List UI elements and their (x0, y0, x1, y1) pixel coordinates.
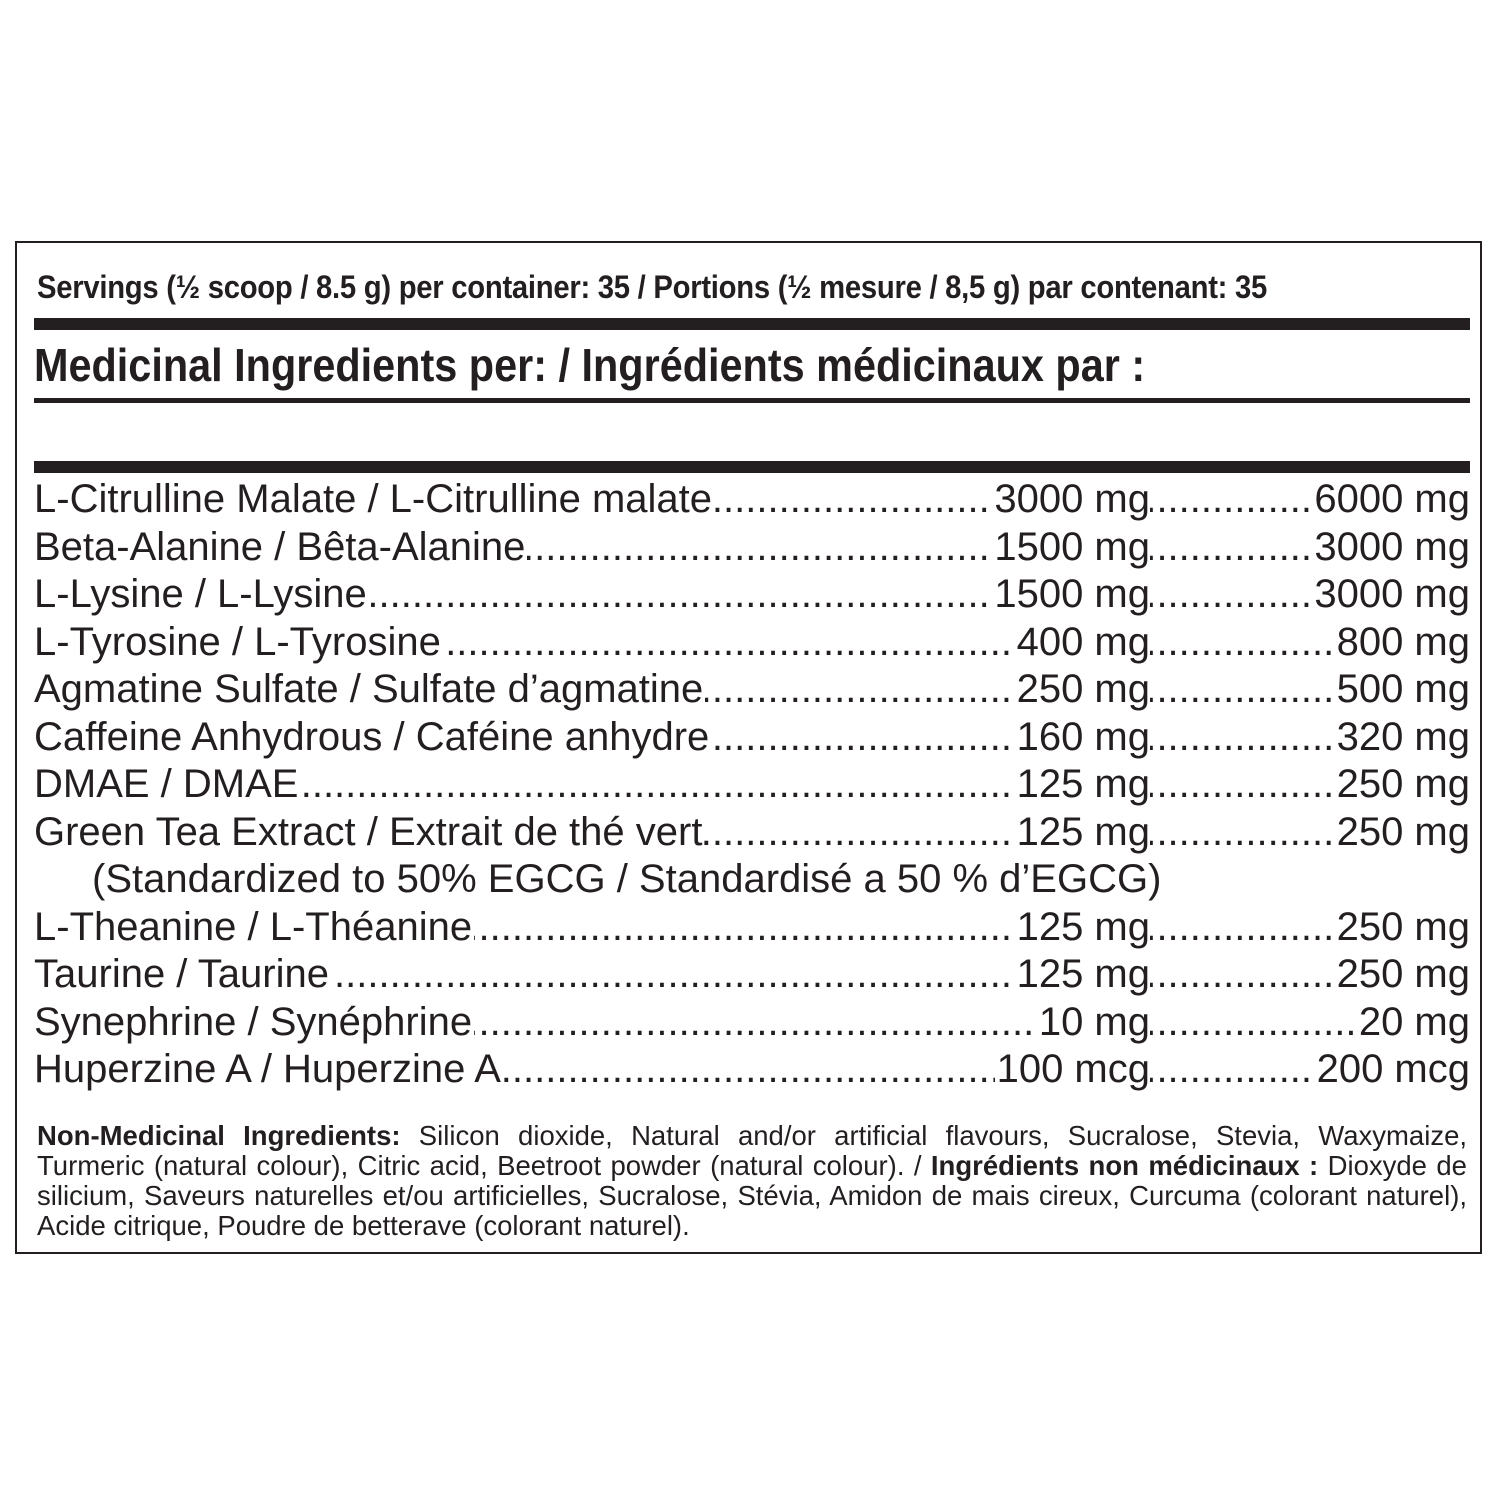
ingredient-name: L-Lysine / L-Lysine (34, 571, 369, 619)
ingredient-amount-half-scoop: 125 mg (1015, 761, 1150, 809)
non-medicinal-label-en: Non-Medicinal Ingredients: (37, 1120, 401, 1151)
ingredient-amount-half-scoop: 3000 mg (992, 476, 1150, 524)
ingredient-amount-full-scoop: 3000 mg (1312, 524, 1470, 572)
ingredient-amount-full-scoop: 500 mg (1335, 666, 1470, 714)
ingredient-amount-full-scoop: 800 mg (1335, 619, 1470, 667)
ingredient-name: L-Tyrosine / L-Tyrosine (34, 619, 443, 667)
ingredient-row (34, 761, 1470, 809)
ingredient-amount-half-scoop: 250 mg (1015, 666, 1150, 714)
ingredient-row (34, 524, 1470, 572)
supplement-facts-panel (15, 241, 1482, 1254)
ingredient-name: Huperzine A / Huperzine A (34, 1046, 503, 1094)
ingredient-amount-full-scoop: 320 mg (1335, 714, 1470, 762)
ingredient-amount-half-scoop: 125 mg (1015, 904, 1150, 952)
ingredient-amount-half-scoop: 125 mg (1015, 951, 1150, 999)
servings-per-container: Servings (½ scoop / 8.5 g) per container: 35 / Portions (½ mesure / 8,5 g) par contenant: 35 (37, 269, 1268, 305)
ingredient-row (34, 809, 1470, 857)
ingredient-amount-full-scoop: 3000 mg (1312, 571, 1470, 619)
ingredient-name: Green Tea Extract / Extrait de thé vert (34, 809, 704, 857)
ingredient-amount-full-scoop: 250 mg (1335, 951, 1470, 999)
non-medicinal-text-en: Silicon dioxide, Natural and/or artificial flavours, Sucralose, Stevia, Waxymaize, Turmeric (natural colour), Citric acid, Beetroot powder (natural colour). / (37, 1120, 1468, 1181)
ingredient-amount-half-scoop: 1500 mg (992, 571, 1150, 619)
thick-divider (34, 461, 1470, 473)
ingredient-amount-half-scoop: 10 mg (1037, 999, 1150, 1047)
ingredient-amount-full-scoop: 6000 mg (1312, 476, 1470, 524)
ingredient-amount-full-scoop: 250 mg (1335, 809, 1470, 857)
medicinal-ingredients-heading: Medicinal Ingredients per: / Ingrédients médicinaux par : (34, 339, 1146, 391)
ingredient-name: Beta-Alanine / Bêta-Alanine (34, 524, 527, 572)
ingredient-name: Agmatine Sulfate / Sulfate d’agmatine (34, 666, 705, 714)
ingredient-name: Caffeine Anhydrous / Caféine anhydre (34, 714, 711, 762)
ingredient-amount-full-scoop: 250 mg (1335, 761, 1470, 809)
thick-divider (34, 318, 1470, 330)
ingredient-amount-half-scoop: 100 mcg (995, 1046, 1150, 1094)
green-tea-standardization-note: (Standardized to 50% EGCG / Standardisé a 50 % d’EGCG) (92, 857, 1162, 901)
thin-divider (34, 398, 1470, 403)
ingredient-name: Taurine / Taurine (34, 951, 331, 999)
ingredient-name: Synephrine / Synéphrine (34, 999, 474, 1047)
ingredient-name: L-Citrulline Malate / L-Citrulline malate (34, 476, 714, 524)
ingredient-row (34, 904, 1470, 952)
ingredient-amount-full-scoop: 20 mg (1357, 999, 1470, 1047)
non-medicinal-label-fr: Ingrédients non médicinaux : (930, 1150, 1319, 1181)
ingredient-amount-half-scoop: 125 mg (1015, 809, 1150, 857)
non-medicinal-text-fr: Dioxyde de silicium, Saveurs naturelles et/ou artificielles, Sucralose, Stévia, Amidon de mais cireux, Curcuma (colorant naturel), Acide citrique, Poudre de betterave (colorant naturel). (37, 1150, 1467, 1241)
ingredient-amount-half-scoop: 400 mg (1015, 619, 1150, 667)
ingredient-amount-half-scoop: 160 mg (1015, 714, 1150, 762)
ingredient-amount-half-scoop: 1500 mg (992, 524, 1150, 572)
ingredient-amount-full-scoop: 200 mcg (1315, 1046, 1470, 1094)
ingredient-name: L-Theanine / L-Théanine (34, 904, 474, 952)
ingredient-row (34, 619, 1470, 667)
ingredient-name: DMAE / DMAE (34, 761, 300, 809)
ingredient-row (34, 666, 1470, 714)
ingredient-amount-full-scoop: 250 mg (1335, 904, 1470, 952)
ingredient-row (34, 571, 1470, 619)
ingredient-row (34, 476, 1470, 524)
ingredient-row (34, 999, 1470, 1047)
ingredient-row (34, 1046, 1470, 1094)
ingredient-list (34, 476, 1470, 1094)
ingredient-row (34, 951, 1470, 999)
non-medicinal-ingredients (37, 1121, 1467, 1241)
ingredient-row (34, 714, 1470, 762)
